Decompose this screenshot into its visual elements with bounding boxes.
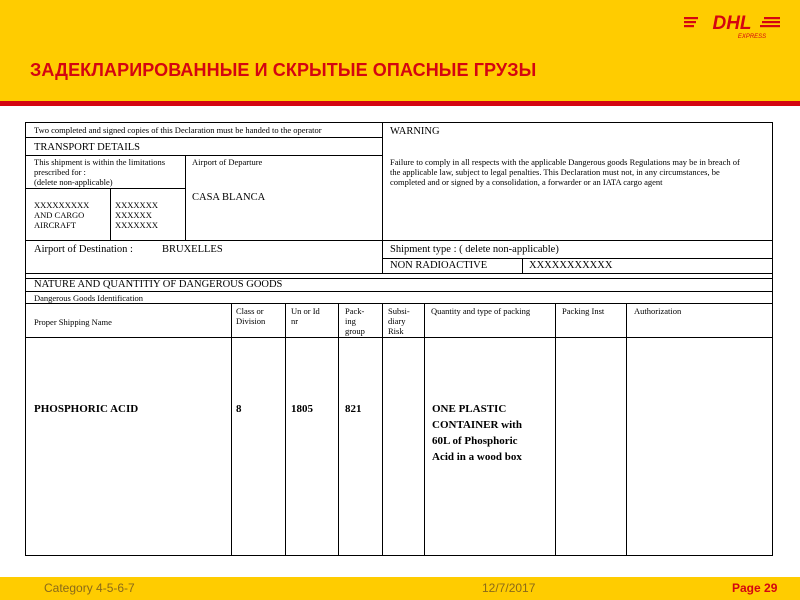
- passenger-aircraft-option: XXXXXXX: [115, 200, 158, 210]
- warning-heading: WARNING: [390, 126, 440, 137]
- divider: [338, 303, 339, 555]
- row-shipping-name: PHOSPHORIC ACID: [34, 403, 139, 415]
- cargo-aircraft-option: AND CARGO: [34, 210, 85, 220]
- passenger-aircraft-option: XXXXXX: [115, 210, 152, 220]
- nature-quantity-heading: NATURE AND QUANTITIY OF DANGEROUS GOODS: [34, 279, 283, 290]
- dhl-logo-text: DHL: [712, 13, 752, 34]
- divider: [26, 337, 772, 338]
- non-radioactive-option: NON RADIOACTIVE: [390, 260, 488, 271]
- divider: [424, 303, 425, 555]
- col-packing-group: group: [345, 326, 365, 336]
- page-number: Page 29: [732, 581, 778, 595]
- col-packing-inst: Packing Inst: [562, 306, 605, 316]
- col-class: Class or: [236, 306, 264, 316]
- divider: [382, 123, 383, 273]
- row-un-number: 1805: [291, 403, 313, 415]
- col-packing-group: Pack-: [345, 306, 365, 316]
- airport-destination-label: Airport of Destination :: [34, 244, 133, 255]
- cargo-aircraft-option: AIRCRAFT: [34, 220, 77, 230]
- col-subsidiary-risk: diary: [388, 316, 406, 326]
- divider: [555, 303, 556, 555]
- shipment-type-label: Shipment type : ( delete non-applicable): [390, 244, 559, 255]
- airport-departure-label: Airport of Departure: [192, 157, 263, 167]
- divider: [26, 291, 772, 292]
- divider: [382, 258, 772, 259]
- col-authorization: Authorization: [634, 306, 682, 316]
- radioactive-option: XXXXXXXXXXX: [529, 260, 613, 271]
- row-quantity: ONE PLASTIC: [432, 403, 507, 415]
- divider: [626, 303, 627, 555]
- passenger-aircraft-option: XXXXXXX: [115, 220, 158, 230]
- warning-text: the applicable law, subject to legal penalties. This Declaration must not, in any circumstances, be: [390, 167, 720, 177]
- limitations-text: This shipment is within the limitations: [34, 157, 166, 167]
- transport-details-heading: TRANSPORT DETAILS: [34, 142, 140, 153]
- divider: [285, 303, 286, 555]
- airport-departure-value: CASA BLANCA: [192, 192, 266, 203]
- airport-destination-value: BRUXELLES: [162, 244, 223, 255]
- divider: [231, 303, 232, 555]
- cargo-aircraft-option: XXXXXXXXX: [34, 200, 90, 210]
- col-packing-group: ing: [345, 316, 356, 326]
- divider: [26, 155, 382, 156]
- divider: [110, 188, 111, 240]
- divider: [26, 137, 382, 138]
- footer-category: Category 4-5-6-7: [44, 581, 135, 595]
- col-proper-shipping-name: Proper Shipping Name: [34, 317, 112, 327]
- footer-bar: [0, 577, 800, 600]
- row-quantity: Acid in a wood box: [432, 451, 522, 463]
- col-subsidiary-risk: Risk: [388, 326, 404, 336]
- divider: [26, 303, 772, 304]
- dhl-logo: [684, 12, 780, 40]
- dg-identification-heading: Dangerous Goods Identification: [34, 293, 144, 303]
- dhl-logo-subtext: EXPRESS: [737, 34, 767, 40]
- divider: [26, 188, 185, 189]
- col-quantity-packing: Quantity and type of packing: [431, 306, 531, 316]
- divider: [185, 155, 186, 240]
- divider: [522, 258, 523, 273]
- limitations-text: (delete non-applicable): [34, 177, 113, 187]
- warning-text: completed and or signed by a consolidation, a forwarder or an IATA cargo agent: [390, 177, 663, 187]
- divider: [382, 303, 383, 555]
- col-un-number: Un or Id: [291, 306, 320, 316]
- divider: [26, 240, 772, 241]
- warning-text: Failure to comply in all respects with the applicable Dangerous goods Regulations may be in breach of: [390, 157, 740, 167]
- limitations-text: prescribed for :: [34, 167, 86, 177]
- col-un-number: nr: [291, 316, 299, 326]
- row-quantity: CONTAINER with: [432, 419, 522, 431]
- dangerous-goods-declaration-form: [25, 122, 773, 556]
- header-bar: [0, 0, 800, 106]
- col-class: Division: [236, 316, 266, 326]
- page-title: ЗАДЕКЛАРИРОВАННЫЕ И СКРЫТЫЕ ОПАСНЫЕ ГРУЗЫ: [30, 60, 537, 80]
- divider: [26, 273, 772, 274]
- row-class: 8: [236, 403, 242, 415]
- row-quantity: 60L of Phosphoric: [432, 435, 518, 447]
- footer-date: 12/7/2017: [482, 581, 536, 595]
- col-subsidiary-risk: Subsi-: [388, 306, 410, 316]
- row-packing-group: 821: [345, 403, 362, 415]
- header-red-stripe: [0, 101, 800, 106]
- copies-note: Two completed and signed copies of this Declaration must be handed to the operator: [34, 125, 322, 135]
